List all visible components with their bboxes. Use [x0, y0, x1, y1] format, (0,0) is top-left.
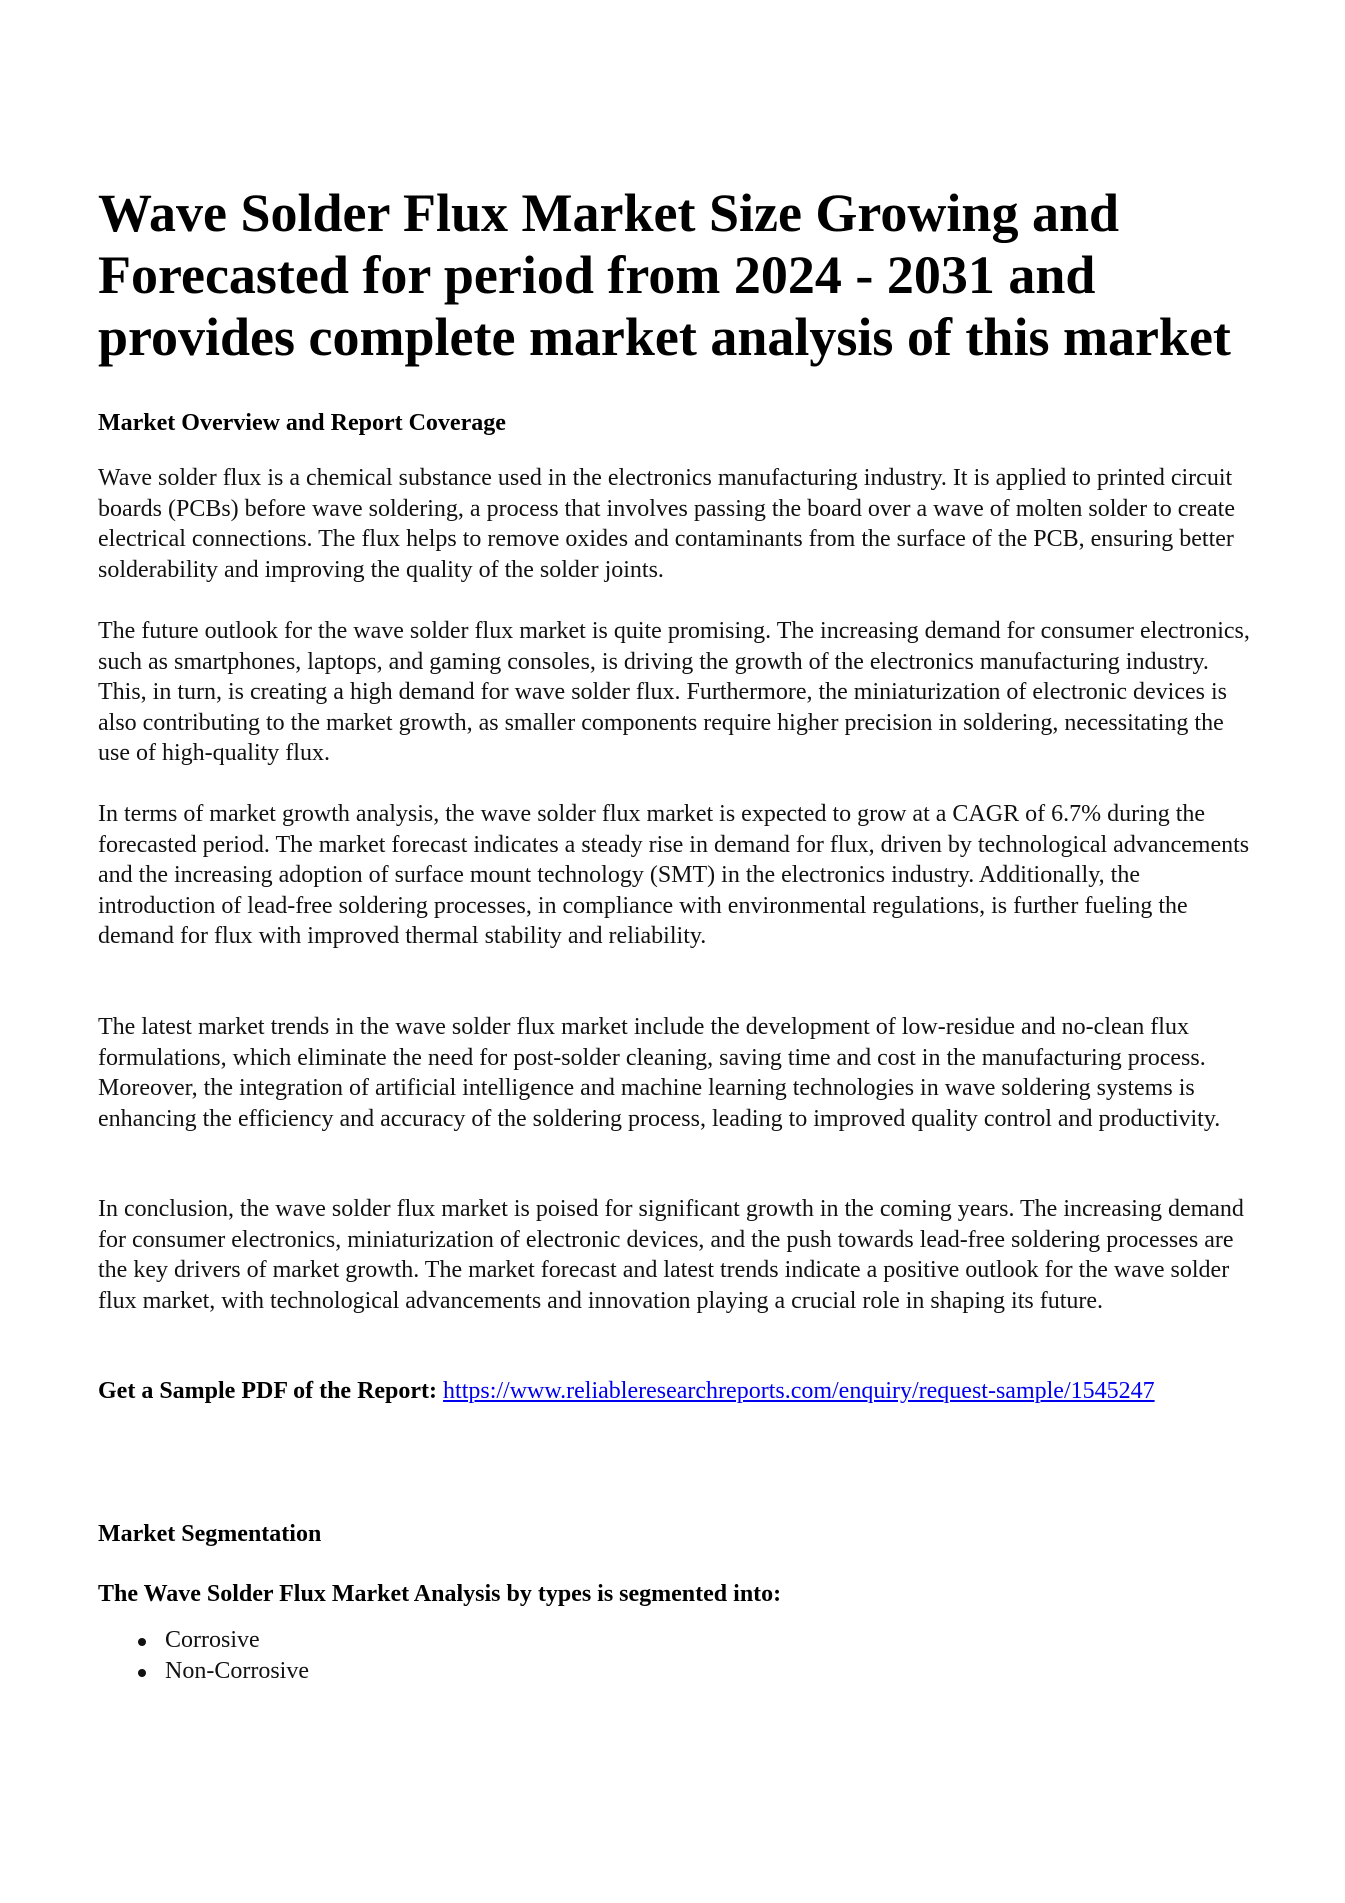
- market-trends-paragraph: The latest market trends in the wave solder flux market include the development of low-residue and no-clean flux formulations, which eliminate the need for post-solder cleaning, saving time and cost in the manufacturing process. Moreover, the integration of artificial intelligence and machine learning technologies in wave soldering systems is enhancing the efficiency and accuracy of the soldering process, leading to improved quality control and productivity.: [98, 1014, 1221, 1132]
- sample-pdf-line: [98, 1376, 1158, 1407]
- type-label: Non-Corrosive: [165, 1657, 309, 1684]
- sample-pdf-link[interactable]: https://www.reliableresearchreports.com/enquiry/request-sample/1545247: [443, 1378, 1155, 1404]
- bullet-icon: [138, 1669, 146, 1677]
- overview-paragraph-2: The future outlook for the wave solder flux market is quite promising. The increasing demand for consumer electronics, such as smartphones, laptops, and gaming consoles, is driving the growth of the electronics manufacturing industry. This, in turn, is creating a high demand for wave solder flux. Furthermore, the miniaturization of electronic devices is also contributing to the market growth, as smaller components require higher precision in soldering, necessitating the use of high-quality flux.: [98, 618, 1250, 767]
- page-title: Wave Solder Flux Market Size Growing and Forecasted for period from 2024 - 2031 and provides complete market analysis of this market: [98, 183, 1231, 367]
- type-label: Corrosive: [165, 1627, 260, 1653]
- overview-paragraph-1: Wave solder flux is a chemical substance used in the electronics manufacturing industry. It is applied to printed circuit boards (PCBs) before wave soldering, a process that involves passing the board over a wave of molten solder to create electrical connections. The flux helps to remove oxides and contaminants from the surface of the PCB, ensuring better solderability and improving the quality of the solder joints.: [98, 465, 1235, 583]
- list-item: [98, 1625, 309, 1656]
- types-heading: The Wave Solder Flux Market Analysis by types is segmented into:: [98, 1581, 782, 1607]
- segmentation-heading: Market Segmentation: [98, 1521, 322, 1547]
- overview-heading: Market Overview and Report Coverage: [98, 410, 506, 436]
- sample-pdf-label: Get a Sample PDF of the Report:: [98, 1378, 438, 1404]
- types-list: [98, 1625, 309, 1686]
- growth-analysis-paragraph: In terms of market growth analysis, the wave solder flux market is expected to grow at a CAGR of 6.7% during the forecasted period. The market forecast indicates a steady rise in demand for flux, driven by technological advancements and the increasing adoption of surface mount technology (SMT) in the electronics industry. Additionally, the introduction of lead-free soldering processes, in compliance with environmental regulations, is further fueling the demand for flux with improved thermal stability and reliability.: [98, 801, 1250, 950]
- list-item: [98, 1656, 309, 1687]
- bullet-icon: [138, 1638, 146, 1646]
- conclusion-paragraph: In conclusion, the wave solder flux market is poised for significant growth in the coming years. The increasing demand for consumer electronics, miniaturization of electronic devices, and the push towards lead-free soldering processes are the key drivers of market growth. The market forecast and latest trends indicate a positive outlook for the wave solder flux market, with technological advancements and innovation playing a crucial role in shaping its future.: [98, 1196, 1244, 1314]
